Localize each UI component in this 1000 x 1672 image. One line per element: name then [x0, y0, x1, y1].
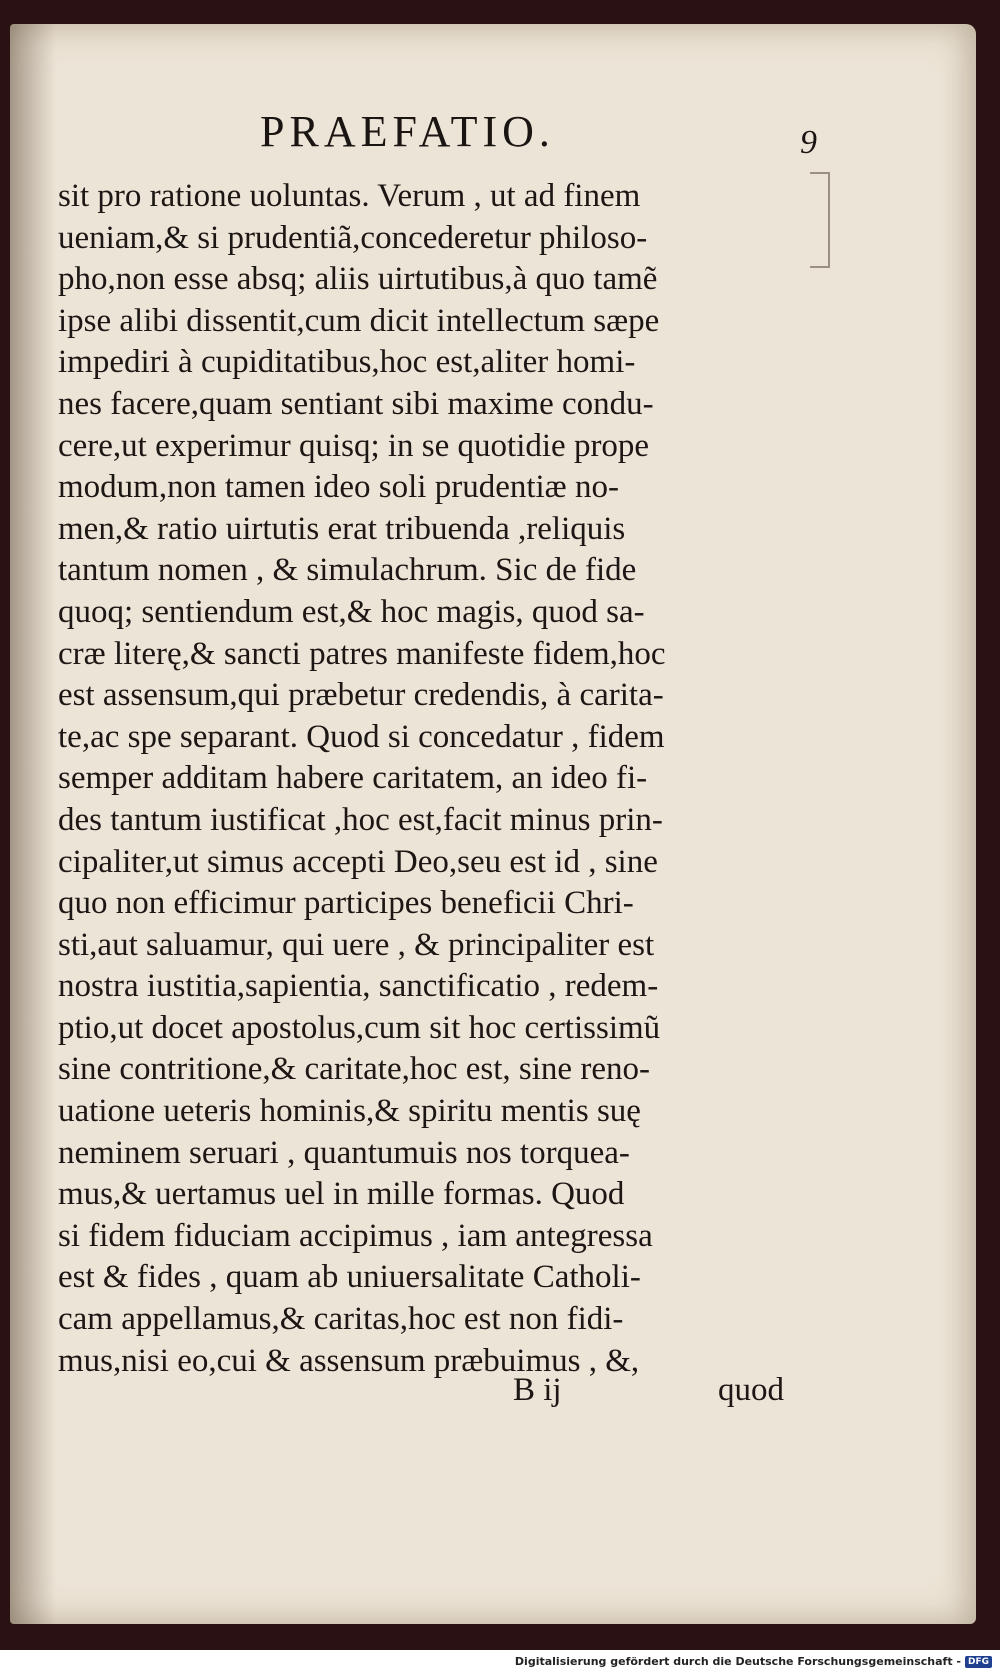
- text-line: sit pro ratione uoluntas. Verum , ut ad finem: [58, 178, 641, 214]
- text-line: mus,nisi eo,cui & assensum præbuimus , &,: [58, 1342, 640, 1379]
- dfg-logo: DFG: [965, 1656, 992, 1668]
- text-line: uatione ueteris hominis,& spiritu mentis suę: [58, 1093, 641, 1130]
- text-line: est & fides , quam ab uniuersalitate Catholi-: [58, 1259, 641, 1296]
- catchword: quod: [718, 1372, 784, 1408]
- text-line: nes facere,quam sentiant sibi maxime condu-: [58, 385, 654, 422]
- book-page: [10, 24, 976, 1624]
- signature-mark: B ij: [513, 1372, 562, 1408]
- text-line: impediri à cupiditatibus,hoc est,aliter homi-: [58, 344, 636, 381]
- text-line: modum,non tamen ideo soli prudentiæ no-: [58, 469, 619, 506]
- running-head: PRAEFATIO.: [260, 107, 555, 156]
- text-line: est assensum,qui præbetur credendis, à carita-: [58, 677, 664, 714]
- text-line: des tantum iustificat ,hoc est,facit minus prin-: [58, 801, 663, 838]
- text-line: sine contritione,& caritate,hoc est, sine reno-: [58, 1051, 650, 1088]
- text-line: ipse alibi dissentit,cum dicit intellectum sæpe: [58, 302, 660, 339]
- text-line: quo non efficimur participes beneficii Chri-: [58, 885, 634, 922]
- text-line: ueniam,& si prudentiã,concederetur philoso-: [58, 219, 648, 256]
- text-line: pho,non esse absq; aliis uirtutibus,à quo tamẽ: [58, 261, 658, 298]
- text-line: sti,aut saluamur, qui uere , & principaliter est: [58, 926, 655, 963]
- text-line: cere,ut experimur quisq; in se quotidie prope: [58, 427, 650, 464]
- text-line: mus,& uertamus uel in mille formas. Quod: [58, 1176, 625, 1213]
- credit-text: Digitalisierung gefördert durch die Deutsche Forschungsgemeinschaft -: [514, 1655, 961, 1668]
- text-line: men,& ratio uirtutis erat tribuenda ,reliquis: [58, 510, 626, 547]
- body-text: [58, 176, 828, 1382]
- digitization-credit: [515, 1655, 992, 1668]
- text-line: te,ac spe separant. Quod si concedatur , fidem: [58, 718, 665, 755]
- text-line: quoq; sentiendum est,& hoc magis, quod sa-: [58, 593, 645, 630]
- page-header: [10, 106, 976, 166]
- text-line: ptio,ut docet apostolus,cum sit hoc certissimũ: [58, 1009, 661, 1046]
- text-line: neminem seruari , quantumuis nos torquea-: [58, 1134, 630, 1171]
- text-line: si fidem fiduciam accipimus , iam antegressa: [58, 1217, 653, 1254]
- text-line: cipaliter,ut simus accepti Deo,seu est id , sine: [58, 843, 658, 880]
- text-line: cræ literę,& sancti patres manifeste fidem,hoc: [58, 635, 666, 672]
- text-line: nostra iustitia,sapientia, sanctificatio , redem-: [58, 968, 659, 1005]
- text-line: semper additam habere caritatem, an ideo fi-: [58, 760, 648, 797]
- text-line: cam appellamus,& caritas,hoc est non fidi-: [58, 1301, 624, 1338]
- direction-line: [58, 1372, 828, 1416]
- folio-number: 9: [800, 124, 817, 161]
- gutter-shadow: [10, 24, 56, 1624]
- text-line: tantum nomen , & simulachrum. Sic de fide: [58, 552, 637, 589]
